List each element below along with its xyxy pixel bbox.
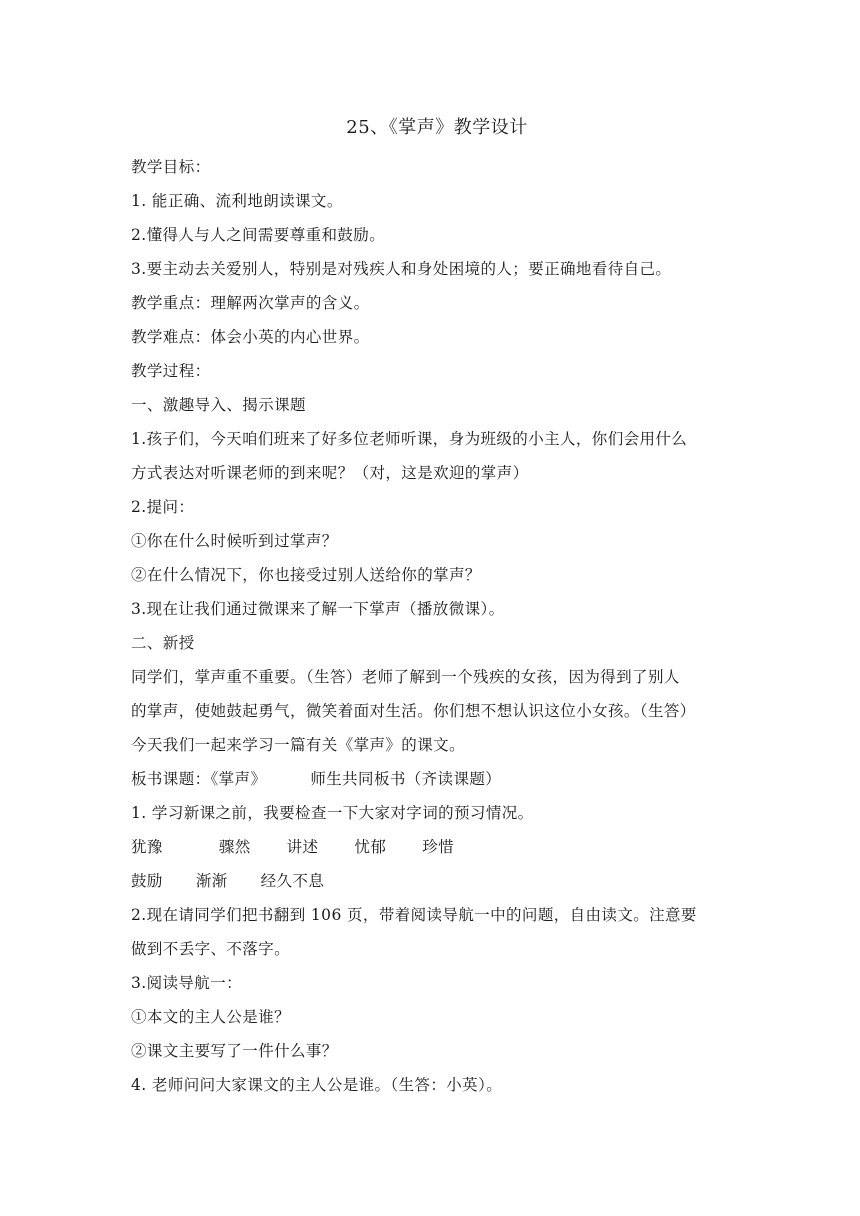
difficulty: 教学难点：体会小英的内心世界。 [131, 328, 370, 346]
paragraph-line: 同学们，掌声重不重要。（生答）老师了解到一个残疾的女孩，因为得到了别人 [131, 668, 680, 686]
vocab-word: 骤然 [218, 838, 251, 856]
paragraph-line: 做到不丢字、不落字。 [131, 940, 291, 958]
vocab-word: 渐渐 [195, 872, 228, 890]
board-title-right: 师生共同板书（齐读课题） [310, 770, 502, 788]
vocab-word: 经久不息 [260, 872, 325, 890]
section-heading: 二、新授 [131, 634, 195, 652]
paragraph-line: 的掌声，使她鼓起勇气，微笑着面对生活。你们想不想认识这位小女孩。（生答） [131, 702, 696, 720]
vocab-row [131, 864, 731, 898]
section-heading: 一、激趣导入、揭示课题 [131, 396, 306, 414]
paragraph [131, 422, 731, 490]
goals-heading: 教学目标： [131, 158, 211, 176]
vocab-word: 忧郁 [354, 838, 387, 856]
question-item: ①本文的主人公是谁？ [131, 1008, 291, 1026]
list-item: 3.阅读导航一： [131, 974, 242, 992]
paragraph-line: 1.孩子们，今天咱们班来了好多位老师听课，身为班级的小主人，你们会用什么 [131, 430, 688, 448]
list-item: 2.提问： [131, 498, 195, 516]
list-item: 3.现在让我们通过微课来了解一下掌声（播放微课）。 [131, 600, 505, 618]
paragraph [131, 660, 731, 762]
process-heading: 教学过程： [131, 362, 211, 380]
list-item: 4. 老师问问大家课文的主人公是谁。（生答：小英）。 [131, 1076, 503, 1094]
vocab-word: 珍惜 [422, 838, 455, 856]
question-item: ②课文主要写了一件什么事？ [131, 1042, 338, 1060]
paragraph [131, 898, 731, 966]
document-body [131, 114, 731, 1102]
goal-item: 1. 能正确、流利地朗读课文。 [131, 192, 343, 210]
vocab-row [131, 830, 731, 864]
question-item: ②在什么情况下，你也接受过别人送给你的掌声？ [131, 566, 481, 584]
paragraph-line: 方式表达对听课老师的到来呢？（对，这是欢迎的掌声） [131, 464, 529, 482]
board-title-left: 板书课题：《掌声》 [131, 770, 267, 788]
vocab-word: 犹豫 [131, 838, 163, 856]
paragraph-line: 今天我们一起来学习一篇有关《掌声》的课文。 [131, 736, 465, 754]
paragraph-line: 2.现在请同学们把书翻到 106 页，带着阅读导航一中的问题，自由读文。注意要 [131, 906, 697, 924]
vocab-word: 鼓励 [131, 872, 163, 890]
document-title: 25、《掌声》教学设计 [346, 117, 528, 138]
key-point: 教学重点：理解两次掌声的含义。 [131, 294, 370, 312]
question-item: ①你在什么时候听到过掌声？ [131, 532, 338, 550]
vocab-word: 讲述 [286, 838, 319, 856]
goal-item: 2.懂得人与人之间需要尊重和鼓励。 [131, 226, 386, 244]
list-item: 1. 学习新课之前，我要检查一下大家对字词的预习情况。 [131, 804, 534, 822]
goal-item: 3.要主动去关爱别人，特别是对残疾人和身处困境的人；要正确地看待自己。 [131, 260, 672, 278]
board-title-line [131, 762, 731, 796]
